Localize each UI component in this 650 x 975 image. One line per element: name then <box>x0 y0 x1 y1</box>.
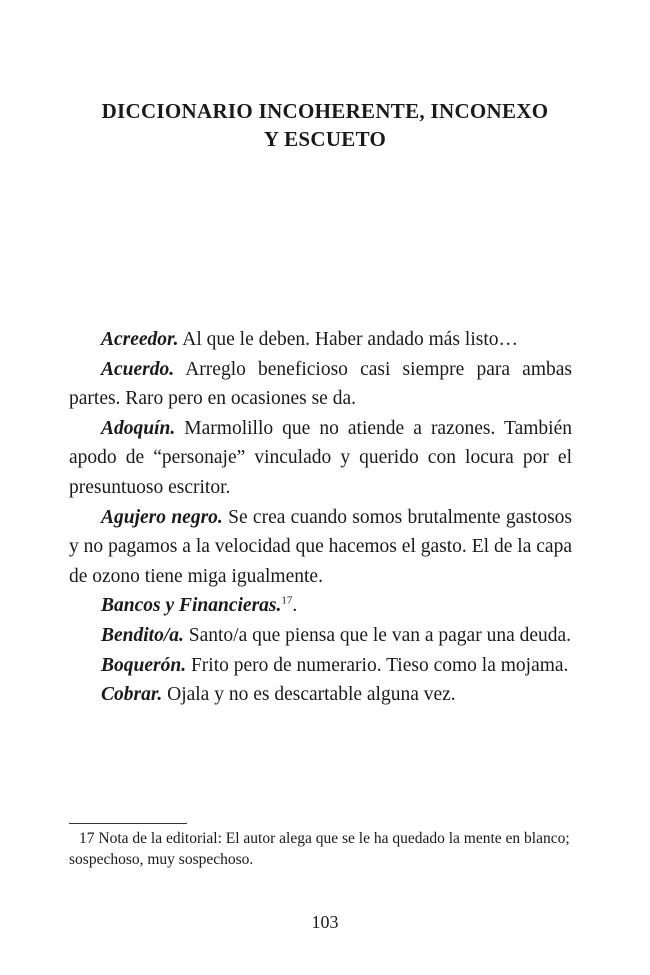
footnote-divider <box>69 823 187 824</box>
dictionary-entry <box>69 503 572 592</box>
entry-definition: Santo/a que piensa que le van a pagar una deuda. <box>183 624 572 646</box>
dictionary-entry <box>69 414 572 503</box>
chapter-title-line-2: Y ESCUETO <box>263 127 387 151</box>
dictionary-entry <box>69 680 572 710</box>
entry-term: Bendito/a. <box>101 624 184 646</box>
entry-term: Cobrar. <box>101 684 163 706</box>
footnote: 17 Nota de la editorial: El autor alega que se le ha quedado la mente en blanco; sospechoso, muy sospechoso. <box>69 830 570 868</box>
dictionary-entries <box>69 325 572 710</box>
chapter-title-line-1: DICCIONARIO INCOHERENTE, INCONEXO <box>101 99 549 123</box>
dictionary-entry <box>69 355 572 414</box>
footnote-reference[interactable]: 17 <box>281 594 293 607</box>
entry-term: Adoquín. <box>101 417 176 439</box>
entry-definition: Al que le deben. Haber andado más listo… <box>178 329 518 350</box>
entry-definition: Frito pero de numerario. Tieso como la mojama. <box>186 654 569 676</box>
entry-term: Acreedor. <box>101 329 179 350</box>
entry-definition: Arreglo beneficioso casi siempre para ambas partes. Raro pero en ocasiones se da. <box>69 358 572 410</box>
entry-term: Bancos y Financieras. <box>101 595 282 617</box>
entry-definition: . <box>292 595 298 617</box>
entry-term: Agujero negro. <box>101 506 223 528</box>
entry-definition: Se crea cuando somos brutalmente gastosos y no pagamos a la velocidad que hacemos el gasto. El de la capa de ozono tiene miga igualmente. <box>69 506 572 587</box>
dictionary-entry <box>69 651 572 681</box>
dictionary-entry <box>69 591 572 621</box>
chapter-title <box>60 97 590 153</box>
entry-definition: Ojala y no es descartable alguna vez. <box>162 684 456 706</box>
entry-definition: Marmolillo que no atiende a razones. También apodo de “personaje” vinculado y querido con locura por el presuntuoso escritor. <box>69 417 572 498</box>
dictionary-entry <box>69 325 572 355</box>
entry-term: Acuerdo. <box>101 358 175 380</box>
entry-term: Boquerón. <box>101 654 187 676</box>
page-number: 103 <box>311 912 339 932</box>
dictionary-entry <box>69 621 572 651</box>
